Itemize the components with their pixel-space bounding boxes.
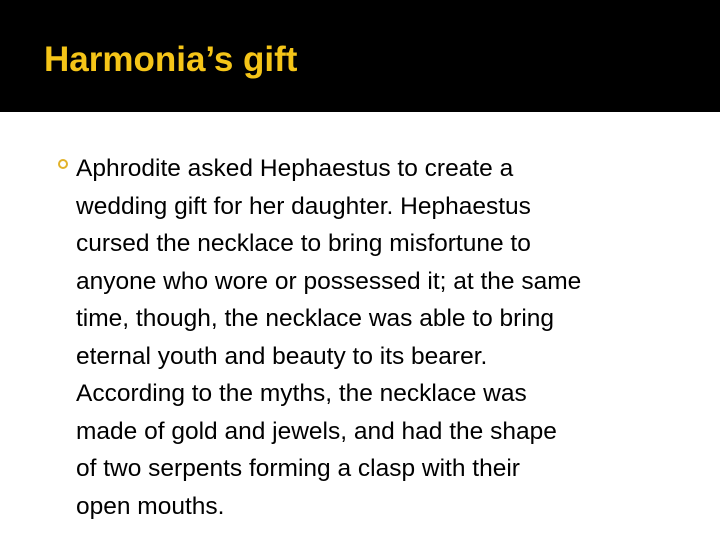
bullet-text (76, 150, 698, 525)
bullet-line: open mouths. (76, 492, 225, 520)
bullet-line: time, though, the necklace was able to bring (76, 305, 555, 332)
bullet-line: cursed the necklace to bring misfortune to (76, 230, 531, 257)
bullet-line: eternal youth and beauty to its bearer. (76, 342, 488, 370)
bullet-line: anyone who wore or possessed it; at the same (76, 267, 582, 295)
bullet-item (58, 150, 698, 525)
slide-title: Harmonia’s gift (44, 40, 298, 79)
bullet-line: According to the myths, the necklace was (76, 380, 527, 407)
circle-bullet-icon (58, 159, 68, 169)
slide-body (58, 150, 698, 525)
bullet-line: of two serpents forming a clasp with their (76, 455, 520, 482)
bullet-line: made of gold and jewels, and had the shape (76, 417, 557, 445)
bullet-line: wedding gift for her daughter. Hephaestus (76, 192, 531, 220)
bullet-line: Aphrodite asked Hephaestus to create a (76, 155, 514, 182)
title-band (0, 0, 720, 112)
